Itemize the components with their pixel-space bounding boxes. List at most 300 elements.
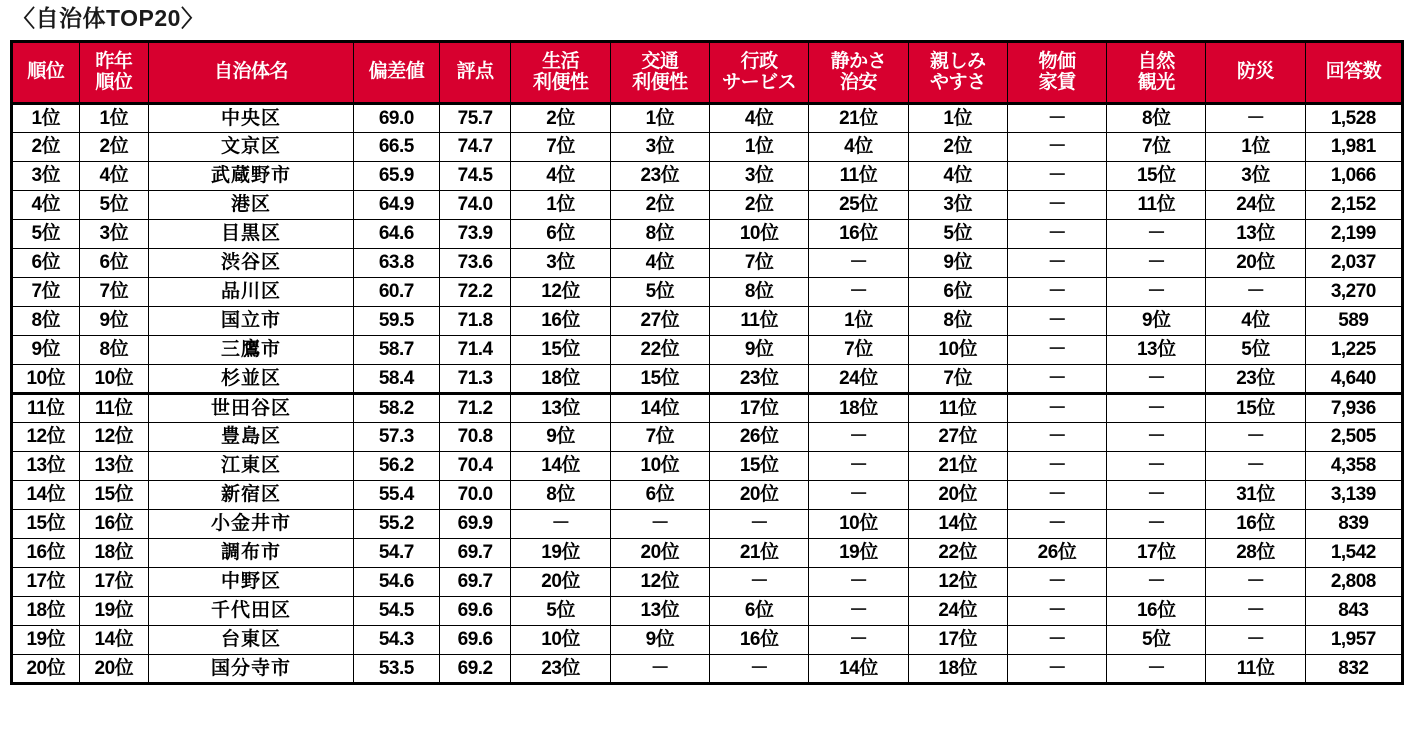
- cell-municipality: 小金井市: [149, 509, 354, 538]
- cell-admin-service: 3位: [710, 161, 809, 190]
- cell-transport-convenience: 3位: [610, 132, 709, 161]
- cell-disaster-prevention: 28位: [1206, 538, 1305, 567]
- column-header-deviation: [353, 41, 439, 103]
- cell-admin-service: 21位: [710, 538, 809, 567]
- cell-nature-sightseeing: 13位: [1107, 335, 1206, 364]
- cell-deviation: 58.2: [353, 393, 439, 422]
- cell-transport-convenience: 20位: [610, 538, 709, 567]
- column-header-admin-service: [710, 41, 809, 103]
- cell-admin-service: 7位: [710, 248, 809, 277]
- cell-admin-service: 16位: [710, 625, 809, 654]
- cell-life-convenience: 16位: [511, 306, 610, 335]
- cell-municipality: 杉並区: [149, 364, 354, 393]
- cell-nature-sightseeing: －: [1107, 364, 1206, 393]
- cell-rank: 8位: [12, 306, 80, 335]
- cell-deviation: 65.9: [353, 161, 439, 190]
- table-header: [12, 41, 1403, 103]
- table-row: [12, 103, 1403, 132]
- cell-municipality: 港区: [149, 190, 354, 219]
- cell-prev-rank: 11位: [79, 393, 149, 422]
- cell-municipality: 台東区: [149, 625, 354, 654]
- cell-rank: 12位: [12, 422, 80, 451]
- cell-score: 71.3: [439, 364, 511, 393]
- cell-transport-convenience: 1位: [610, 103, 709, 132]
- column-header-nature-sightseeing: [1107, 41, 1206, 103]
- column-header-municipality: [149, 41, 354, 103]
- cell-municipality: 調布市: [149, 538, 354, 567]
- cell-price-rent: －: [1007, 277, 1106, 306]
- cell-price-rent: －: [1007, 132, 1106, 161]
- cell-municipality: 千代田区: [149, 596, 354, 625]
- cell-life-convenience: 9位: [511, 422, 610, 451]
- cell-deviation: 63.8: [353, 248, 439, 277]
- column-header-price-rent-line-1: 物価: [1038, 50, 1076, 72]
- cell-admin-service: 23位: [710, 364, 809, 393]
- cell-responses: 839: [1305, 509, 1402, 538]
- cell-rank: 19位: [12, 625, 80, 654]
- cell-disaster-prevention: 31位: [1206, 480, 1305, 509]
- cell-deviation: 60.7: [353, 277, 439, 306]
- cell-prev-rank: 20位: [79, 654, 149, 683]
- cell-responses: 7,936: [1305, 393, 1402, 422]
- cell-prev-rank: 17位: [79, 567, 149, 596]
- cell-deviation: 66.5: [353, 132, 439, 161]
- cell-admin-service: 2位: [710, 190, 809, 219]
- cell-prev-rank: 8位: [79, 335, 149, 364]
- cell-admin-service: －: [710, 654, 809, 683]
- cell-quiet-safety: 21位: [809, 103, 908, 132]
- cell-admin-service: 20位: [710, 480, 809, 509]
- cell-deviation: 55.2: [353, 509, 439, 538]
- cell-friendliness: 24位: [908, 596, 1007, 625]
- cell-score: 69.7: [439, 538, 511, 567]
- cell-quiet-safety: 14位: [809, 654, 908, 683]
- cell-quiet-safety: －: [809, 567, 908, 596]
- cell-admin-service: 17位: [710, 393, 809, 422]
- cell-admin-service: 1位: [710, 132, 809, 161]
- table-body: [12, 103, 1403, 683]
- cell-prev-rank: 15位: [79, 480, 149, 509]
- column-header-quiet-safety-line-2: 治安: [839, 72, 877, 94]
- cell-price-rent: －: [1007, 422, 1106, 451]
- cell-municipality: 新宿区: [149, 480, 354, 509]
- cell-friendliness: 20位: [908, 480, 1007, 509]
- cell-admin-service: 8位: [710, 277, 809, 306]
- cell-municipality: 三鷹市: [149, 335, 354, 364]
- cell-prev-rank: 7位: [79, 277, 149, 306]
- cell-score: 75.7: [439, 103, 511, 132]
- cell-score: 73.9: [439, 219, 511, 248]
- cell-rank: 7位: [12, 277, 80, 306]
- table-row: [12, 538, 1403, 567]
- cell-price-rent: －: [1007, 161, 1106, 190]
- cell-disaster-prevention: －: [1206, 277, 1305, 306]
- cell-municipality: 国分寺市: [149, 654, 354, 683]
- cell-deviation: 59.5: [353, 306, 439, 335]
- cell-price-rent: －: [1007, 190, 1106, 219]
- cell-responses: 2,808: [1305, 567, 1402, 596]
- cell-responses: 1,957: [1305, 625, 1402, 654]
- cell-disaster-prevention: 16位: [1206, 509, 1305, 538]
- table-row: [12, 132, 1403, 161]
- table-row: [12, 190, 1403, 219]
- cell-friendliness: 3位: [908, 190, 1007, 219]
- cell-transport-convenience: 12位: [610, 567, 709, 596]
- cell-price-rent: －: [1007, 596, 1106, 625]
- cell-life-convenience: 18位: [511, 364, 610, 393]
- cell-deviation: 55.4: [353, 480, 439, 509]
- cell-quiet-safety: 11位: [809, 161, 908, 190]
- column-header-disaster-prevention-line-1: 防災: [1237, 61, 1275, 83]
- cell-friendliness: 8位: [908, 306, 1007, 335]
- cell-transport-convenience: －: [610, 509, 709, 538]
- column-header-responses-line-1: 回答数: [1325, 61, 1382, 83]
- cell-responses: 4,358: [1305, 451, 1402, 480]
- cell-quiet-safety: －: [809, 248, 908, 277]
- cell-life-convenience: 23位: [511, 654, 610, 683]
- cell-prev-rank: 13位: [79, 451, 149, 480]
- cell-transport-convenience: 9位: [610, 625, 709, 654]
- cell-transport-convenience: 22位: [610, 335, 709, 364]
- cell-friendliness: 6位: [908, 277, 1007, 306]
- cell-rank: 15位: [12, 509, 80, 538]
- cell-transport-convenience: 2位: [610, 190, 709, 219]
- cell-rank: 14位: [12, 480, 80, 509]
- cell-life-convenience: 1位: [511, 190, 610, 219]
- cell-deviation: 54.7: [353, 538, 439, 567]
- cell-life-convenience: 2位: [511, 103, 610, 132]
- cell-price-rent: －: [1007, 364, 1106, 393]
- municipality-ranking-table: [10, 40, 1404, 685]
- cell-life-convenience: 13位: [511, 393, 610, 422]
- cell-prev-rank: 9位: [79, 306, 149, 335]
- cell-prev-rank: 10位: [79, 364, 149, 393]
- cell-rank: 13位: [12, 451, 80, 480]
- column-header-rank-line-1: 順位: [27, 61, 65, 83]
- cell-nature-sightseeing: －: [1107, 567, 1206, 596]
- column-header-transport-convenience-line-1: 交通: [641, 50, 679, 72]
- cell-life-convenience: 20位: [511, 567, 610, 596]
- table-row: [12, 306, 1403, 335]
- cell-nature-sightseeing: 11位: [1107, 190, 1206, 219]
- cell-municipality: 世田谷区: [149, 393, 354, 422]
- column-header-disaster-prevention: [1206, 41, 1305, 103]
- cell-life-convenience: －: [511, 509, 610, 538]
- cell-friendliness: 11位: [908, 393, 1007, 422]
- cell-prev-rank: 16位: [79, 509, 149, 538]
- cell-quiet-safety: 7位: [809, 335, 908, 364]
- cell-transport-convenience: 5位: [610, 277, 709, 306]
- cell-friendliness: 17位: [908, 625, 1007, 654]
- cell-municipality: 武蔵野市: [149, 161, 354, 190]
- cell-friendliness: 5位: [908, 219, 1007, 248]
- cell-municipality: 品川区: [149, 277, 354, 306]
- table-row: [12, 654, 1403, 683]
- cell-responses: 4,640: [1305, 364, 1402, 393]
- cell-quiet-safety: 1位: [809, 306, 908, 335]
- cell-transport-convenience: 13位: [610, 596, 709, 625]
- cell-quiet-safety: 16位: [809, 219, 908, 248]
- cell-price-rent: －: [1007, 654, 1106, 683]
- cell-deviation: 58.4: [353, 364, 439, 393]
- cell-quiet-safety: －: [809, 451, 908, 480]
- cell-admin-service: 11位: [710, 306, 809, 335]
- cell-deviation: 57.3: [353, 422, 439, 451]
- cell-disaster-prevention: －: [1206, 422, 1305, 451]
- column-header-prev-rank-line-2: 順位: [95, 72, 133, 94]
- cell-life-convenience: 12位: [511, 277, 610, 306]
- cell-municipality: 江東区: [149, 451, 354, 480]
- cell-nature-sightseeing: 16位: [1107, 596, 1206, 625]
- cell-deviation: 64.9: [353, 190, 439, 219]
- cell-score: 70.8: [439, 422, 511, 451]
- cell-quiet-safety: －: [809, 596, 908, 625]
- cell-responses: 2,199: [1305, 219, 1402, 248]
- cell-score: 70.4: [439, 451, 511, 480]
- cell-rank: 11位: [12, 393, 80, 422]
- cell-nature-sightseeing: －: [1107, 654, 1206, 683]
- cell-municipality: 文京区: [149, 132, 354, 161]
- cell-score: 73.6: [439, 248, 511, 277]
- cell-price-rent: －: [1007, 103, 1106, 132]
- cell-municipality: 渋谷区: [149, 248, 354, 277]
- cell-quiet-safety: 4位: [809, 132, 908, 161]
- cell-municipality: 豊島区: [149, 422, 354, 451]
- cell-nature-sightseeing: 9位: [1107, 306, 1206, 335]
- cell-life-convenience: 8位: [511, 480, 610, 509]
- cell-friendliness: 7位: [908, 364, 1007, 393]
- column-header-friendliness-line-1: 親しみ: [929, 50, 986, 72]
- cell-deviation: 54.5: [353, 596, 439, 625]
- cell-responses: 2,152: [1305, 190, 1402, 219]
- column-header-admin-service-line-2: サービス: [722, 72, 797, 94]
- header-row: [12, 41, 1403, 103]
- cell-disaster-prevention: 15位: [1206, 393, 1305, 422]
- cell-score: 74.7: [439, 132, 511, 161]
- cell-quiet-safety: 24位: [809, 364, 908, 393]
- cell-prev-rank: 4位: [79, 161, 149, 190]
- cell-friendliness: 22位: [908, 538, 1007, 567]
- cell-admin-service: 10位: [710, 219, 809, 248]
- cell-disaster-prevention: 1位: [1206, 132, 1305, 161]
- cell-nature-sightseeing: －: [1107, 219, 1206, 248]
- cell-rank: 17位: [12, 567, 80, 596]
- cell-responses: 589: [1305, 306, 1402, 335]
- cell-rank: 20位: [12, 654, 80, 683]
- cell-admin-service: －: [710, 509, 809, 538]
- cell-responses: 1,225: [1305, 335, 1402, 364]
- cell-price-rent: －: [1007, 480, 1106, 509]
- cell-transport-convenience: 14位: [610, 393, 709, 422]
- page-title: 〈自治体TOP20〉: [12, 5, 205, 31]
- cell-nature-sightseeing: －: [1107, 480, 1206, 509]
- cell-score: 71.2: [439, 393, 511, 422]
- cell-nature-sightseeing: －: [1107, 509, 1206, 538]
- cell-life-convenience: 14位: [511, 451, 610, 480]
- cell-score: 69.9: [439, 509, 511, 538]
- cell-price-rent: －: [1007, 451, 1106, 480]
- cell-responses: 1,066: [1305, 161, 1402, 190]
- table-row: [12, 161, 1403, 190]
- cell-deviation: 69.0: [353, 103, 439, 132]
- cell-prev-rank: 1位: [79, 103, 149, 132]
- table-row: [12, 480, 1403, 509]
- table-row: [12, 248, 1403, 277]
- cell-prev-rank: 2位: [79, 132, 149, 161]
- cell-municipality: 国立市: [149, 306, 354, 335]
- cell-admin-service: 15位: [710, 451, 809, 480]
- table-row: [12, 509, 1403, 538]
- cell-quiet-safety: －: [809, 277, 908, 306]
- table-row: [12, 625, 1403, 654]
- cell-nature-sightseeing: 8位: [1107, 103, 1206, 132]
- cell-rank: 2位: [12, 132, 80, 161]
- cell-score: 72.2: [439, 277, 511, 306]
- column-header-deviation-line-1: 偏差値: [368, 61, 425, 83]
- cell-disaster-prevention: 4位: [1206, 306, 1305, 335]
- cell-quiet-safety: 18位: [809, 393, 908, 422]
- column-header-municipality-line-1: 自治体名: [213, 61, 288, 83]
- column-header-nature-sightseeing-line-2: 観光: [1137, 72, 1175, 94]
- cell-score: 71.8: [439, 306, 511, 335]
- cell-disaster-prevention: 5位: [1206, 335, 1305, 364]
- cell-life-convenience: 10位: [511, 625, 610, 654]
- cell-prev-rank: 12位: [79, 422, 149, 451]
- cell-nature-sightseeing: －: [1107, 277, 1206, 306]
- cell-responses: 2,037: [1305, 248, 1402, 277]
- cell-life-convenience: 6位: [511, 219, 610, 248]
- cell-life-convenience: 5位: [511, 596, 610, 625]
- cell-rank: 1位: [12, 103, 80, 132]
- cell-quiet-safety: －: [809, 480, 908, 509]
- cell-disaster-prevention: －: [1206, 451, 1305, 480]
- column-header-admin-service-line-1: 行政: [740, 50, 778, 72]
- cell-friendliness: 14位: [908, 509, 1007, 538]
- cell-municipality: 目黒区: [149, 219, 354, 248]
- cell-disaster-prevention: －: [1206, 596, 1305, 625]
- cell-price-rent: －: [1007, 509, 1106, 538]
- column-header-life-convenience-line-2: 利便性: [532, 72, 589, 94]
- cell-transport-convenience: 8位: [610, 219, 709, 248]
- cell-price-rent: －: [1007, 625, 1106, 654]
- cell-friendliness: 12位: [908, 567, 1007, 596]
- cell-responses: 3,139: [1305, 480, 1402, 509]
- cell-deviation: 53.5: [353, 654, 439, 683]
- cell-nature-sightseeing: 17位: [1107, 538, 1206, 567]
- cell-quiet-safety: 25位: [809, 190, 908, 219]
- cell-price-rent: －: [1007, 335, 1106, 364]
- cell-rank: 9位: [12, 335, 80, 364]
- cell-nature-sightseeing: －: [1107, 248, 1206, 277]
- cell-score: 74.5: [439, 161, 511, 190]
- cell-rank: 6位: [12, 248, 80, 277]
- cell-disaster-prevention: 24位: [1206, 190, 1305, 219]
- cell-deviation: 54.6: [353, 567, 439, 596]
- table-row: [12, 422, 1403, 451]
- cell-transport-convenience: 6位: [610, 480, 709, 509]
- cell-disaster-prevention: －: [1206, 625, 1305, 654]
- cell-municipality: 中央区: [149, 103, 354, 132]
- cell-friendliness: 1位: [908, 103, 1007, 132]
- cell-nature-sightseeing: 5位: [1107, 625, 1206, 654]
- cell-friendliness: 4位: [908, 161, 1007, 190]
- table-row: [12, 277, 1403, 306]
- cell-rank: 18位: [12, 596, 80, 625]
- cell-life-convenience: 3位: [511, 248, 610, 277]
- cell-nature-sightseeing: 15位: [1107, 161, 1206, 190]
- column-header-friendliness-line-2: やすさ: [929, 72, 986, 94]
- cell-admin-service: 9位: [710, 335, 809, 364]
- cell-nature-sightseeing: 7位: [1107, 132, 1206, 161]
- cell-disaster-prevention: 20位: [1206, 248, 1305, 277]
- cell-disaster-prevention: 3位: [1206, 161, 1305, 190]
- cell-prev-rank: 14位: [79, 625, 149, 654]
- column-header-friendliness: [908, 41, 1007, 103]
- column-header-nature-sightseeing-line-1: 自然: [1137, 50, 1175, 72]
- cell-friendliness: 27位: [908, 422, 1007, 451]
- cell-score: 71.4: [439, 335, 511, 364]
- cell-transport-convenience: 10位: [610, 451, 709, 480]
- cell-friendliness: 10位: [908, 335, 1007, 364]
- cell-quiet-safety: 10位: [809, 509, 908, 538]
- cell-life-convenience: 7位: [511, 132, 610, 161]
- cell-life-convenience: 15位: [511, 335, 610, 364]
- column-header-life-convenience: [511, 41, 610, 103]
- cell-life-convenience: 4位: [511, 161, 610, 190]
- cell-nature-sightseeing: －: [1107, 422, 1206, 451]
- table-row: [12, 335, 1403, 364]
- cell-nature-sightseeing: －: [1107, 393, 1206, 422]
- cell-municipality: 中野区: [149, 567, 354, 596]
- cell-disaster-prevention: 13位: [1206, 219, 1305, 248]
- cell-score: 70.0: [439, 480, 511, 509]
- cell-price-rent: 26位: [1007, 538, 1106, 567]
- table-row: [12, 451, 1403, 480]
- cell-transport-convenience: 23位: [610, 161, 709, 190]
- cell-transport-convenience: 4位: [610, 248, 709, 277]
- cell-score: 69.6: [439, 625, 511, 654]
- cell-responses: 3,270: [1305, 277, 1402, 306]
- column-header-quiet-safety: [809, 41, 908, 103]
- column-header-rank: [12, 41, 80, 103]
- column-header-prev-rank: [79, 41, 149, 103]
- cell-admin-service: 6位: [710, 596, 809, 625]
- table-row: [12, 567, 1403, 596]
- cell-transport-convenience: 27位: [610, 306, 709, 335]
- cell-prev-rank: 6位: [79, 248, 149, 277]
- cell-rank: 10位: [12, 364, 80, 393]
- cell-transport-convenience: 15位: [610, 364, 709, 393]
- cell-rank: 3位: [12, 161, 80, 190]
- cell-rank: 4位: [12, 190, 80, 219]
- cell-life-convenience: 19位: [511, 538, 610, 567]
- cell-friendliness: 18位: [908, 654, 1007, 683]
- cell-friendliness: 21位: [908, 451, 1007, 480]
- column-header-prev-rank-line-1: 昨年: [95, 50, 133, 72]
- cell-price-rent: －: [1007, 567, 1106, 596]
- table-row: [12, 364, 1403, 393]
- column-header-life-convenience-line-1: 生活: [542, 50, 580, 72]
- cell-price-rent: －: [1007, 306, 1106, 335]
- table-row: [12, 393, 1403, 422]
- cell-admin-service: －: [710, 567, 809, 596]
- cell-deviation: 54.3: [353, 625, 439, 654]
- cell-prev-rank: 18位: [79, 538, 149, 567]
- cell-score: 74.0: [439, 190, 511, 219]
- cell-score: 69.6: [439, 596, 511, 625]
- cell-disaster-prevention: 11位: [1206, 654, 1305, 683]
- cell-transport-convenience: －: [610, 654, 709, 683]
